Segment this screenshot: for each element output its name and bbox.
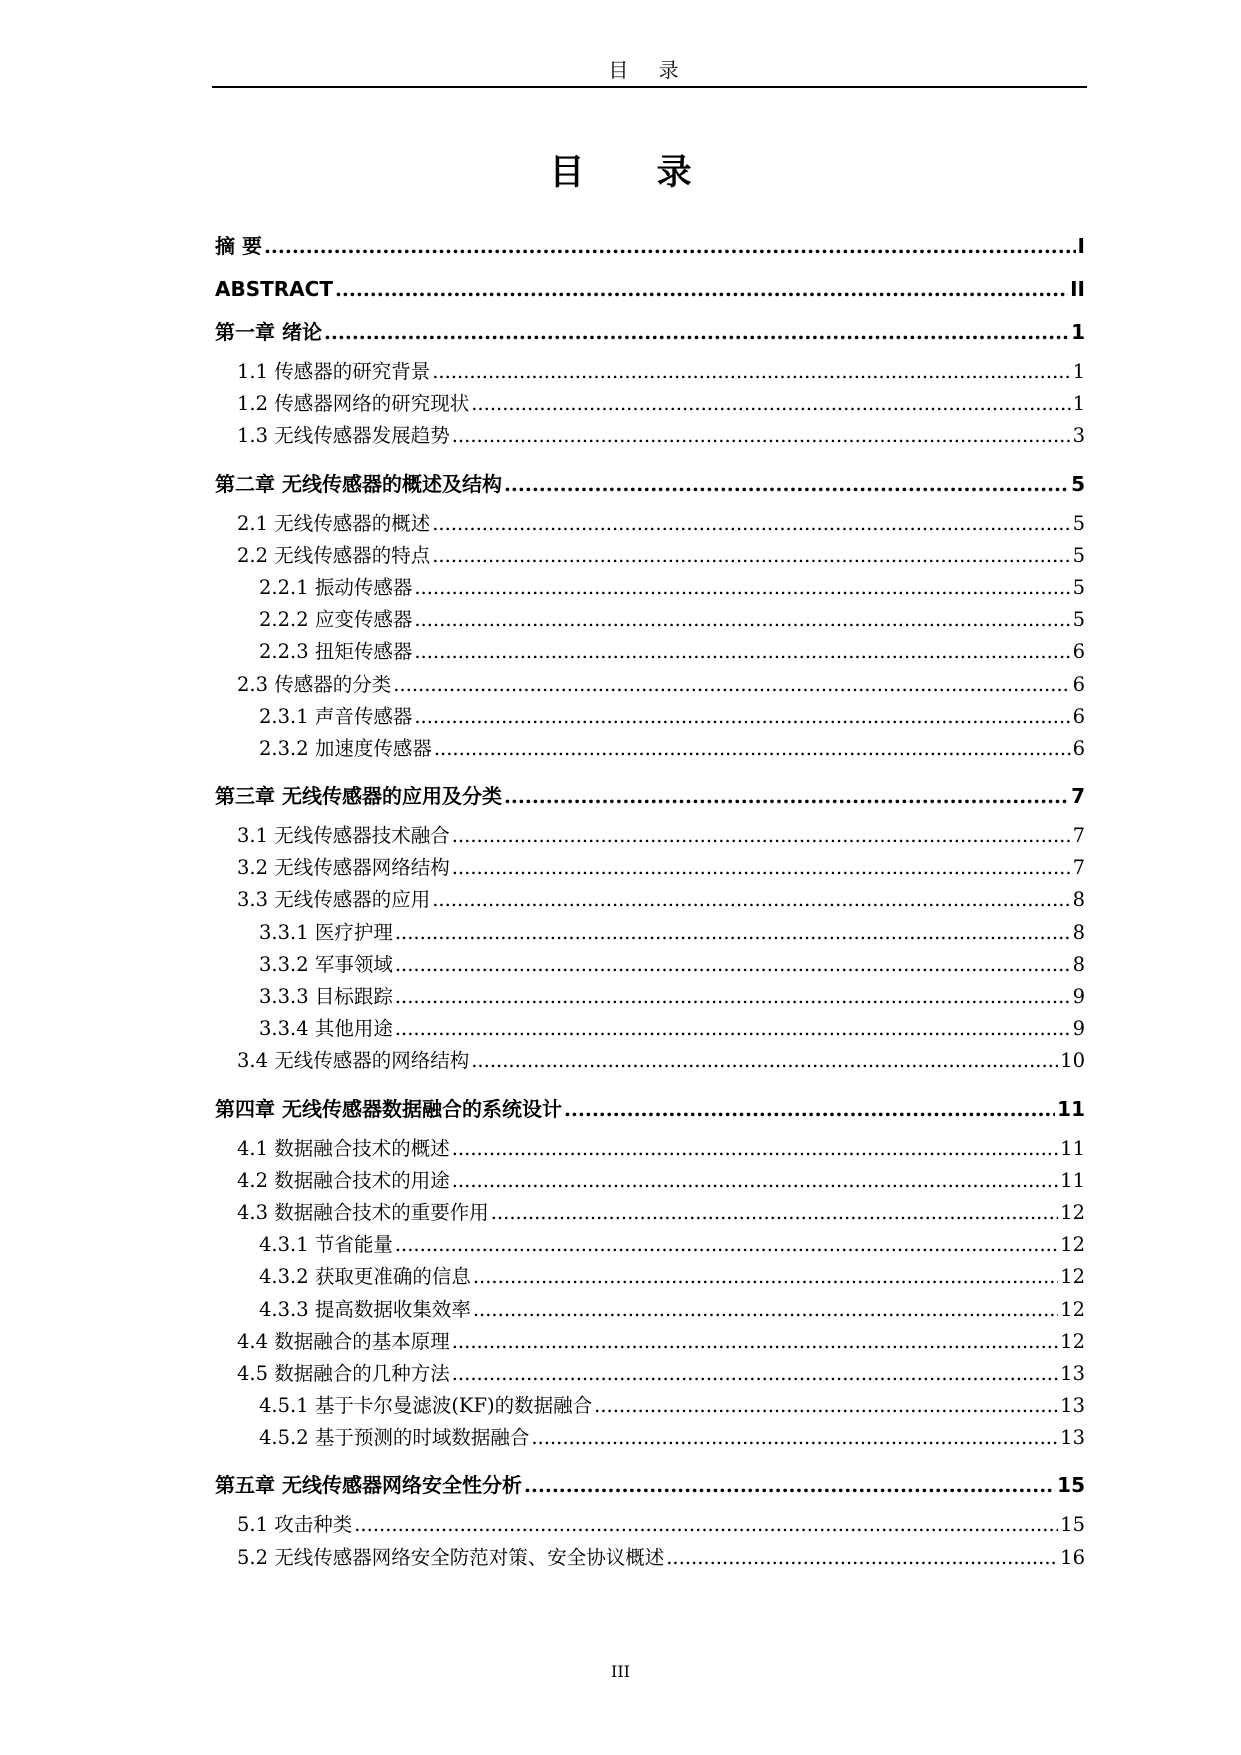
toc-entry-page: II bbox=[1070, 277, 1085, 301]
toc-entry-label: 5.1 攻击种类 bbox=[237, 1513, 353, 1537]
toc-entry-page: 13 bbox=[1060, 1361, 1085, 1385]
toc-dot-leader bbox=[414, 604, 1070, 636]
toc-entry-chapter-4[interactable] bbox=[215, 1095, 1085, 1123]
toc-entry-section[interactable] bbox=[215, 420, 1085, 452]
toc-entry-page: 1 bbox=[1071, 320, 1085, 344]
toc-dot-leader bbox=[531, 1422, 1058, 1454]
toc-entry-abstract-cn[interactable] bbox=[215, 232, 1085, 260]
toc-dot-leader bbox=[452, 1358, 1058, 1390]
toc-dot-leader bbox=[452, 820, 1071, 852]
toc-entry-label: 1.3 无线传感器发展趋势 bbox=[237, 424, 450, 448]
toc-entry-subsection[interactable] bbox=[215, 636, 1085, 668]
toc-entry-section[interactable] bbox=[215, 388, 1085, 420]
toc-dot-leader bbox=[414, 636, 1070, 668]
toc-entry-page: 6 bbox=[1072, 672, 1085, 696]
toc-entry-page: 12 bbox=[1060, 1233, 1085, 1257]
toc-entry-page: 8 bbox=[1072, 952, 1085, 976]
toc-entry-label: 2.2.1 振动传感器 bbox=[259, 575, 413, 599]
toc-entry-page: 13 bbox=[1060, 1426, 1085, 1450]
toc-entry-label: 4.5.1 基于卡尔曼滤波(KF)的数据融合 bbox=[259, 1394, 593, 1418]
toc-entry-abstract-en[interactable] bbox=[215, 275, 1085, 303]
toc-entry-label: 3.3.1 医疗护理 bbox=[259, 920, 393, 944]
toc-entry-chapter-1[interactable] bbox=[215, 318, 1085, 346]
toc-entry-subsection[interactable] bbox=[215, 1422, 1085, 1454]
toc-entry-subsection[interactable] bbox=[215, 981, 1085, 1013]
toc-entry-page: 11 bbox=[1060, 1136, 1085, 1160]
header-rule bbox=[212, 86, 1087, 88]
toc-entry-page: 3 bbox=[1072, 424, 1085, 448]
toc-entry-section[interactable] bbox=[215, 540, 1085, 572]
toc-dot-leader bbox=[414, 572, 1070, 604]
toc-dot-leader bbox=[395, 981, 1071, 1013]
toc-entry-label: 第一章 绪论 bbox=[215, 320, 322, 344]
toc-entry-page: 5 bbox=[1071, 471, 1085, 496]
toc-entry-section[interactable] bbox=[215, 1509, 1085, 1541]
toc-dot-leader bbox=[452, 1326, 1058, 1358]
toc-dot-leader bbox=[432, 540, 1070, 572]
toc-entry-label: 1.2 传感器网络的研究现状 bbox=[237, 392, 470, 416]
toc-entry-label: 2.3 传感器的分类 bbox=[237, 672, 392, 696]
toc-entry-label: 摘 要 bbox=[215, 234, 262, 258]
toc-entry-section[interactable] bbox=[215, 356, 1085, 388]
toc-entry-section[interactable] bbox=[215, 1326, 1085, 1358]
toc-dot-leader bbox=[504, 782, 1069, 810]
toc-entry-subsection[interactable] bbox=[215, 1261, 1085, 1293]
toc-entry-subsection[interactable] bbox=[215, 1390, 1085, 1422]
toc-entry-label: 4.2 数据融合技术的用途 bbox=[237, 1168, 450, 1192]
toc-entry-label: 4.3 数据融合技术的重要作用 bbox=[237, 1200, 489, 1224]
toc-dot-leader bbox=[473, 1261, 1058, 1293]
toc-dot-leader bbox=[324, 318, 1069, 346]
toc-entry-subsection[interactable] bbox=[215, 572, 1085, 604]
toc-dot-leader bbox=[452, 1165, 1058, 1197]
toc-entry-page: 9 bbox=[1072, 985, 1085, 1008]
toc-entry-page: 6 bbox=[1072, 640, 1085, 664]
toc-dot-leader bbox=[414, 701, 1070, 733]
toc-entry-section[interactable] bbox=[215, 820, 1085, 852]
toc-dot-leader bbox=[471, 388, 1070, 420]
toc-entry-subsection[interactable] bbox=[215, 701, 1085, 733]
toc-dot-leader bbox=[594, 1390, 1058, 1422]
toc-entry-label: 2.2 无线传感器的特点 bbox=[237, 543, 431, 567]
toc-dot-leader bbox=[393, 669, 1070, 701]
toc-entry-label: 4.5.2 基于预测的时域数据融合 bbox=[259, 1426, 530, 1450]
table-of-contents bbox=[215, 232, 1085, 1574]
toc-entry-label: 4.3.3 提高数据收集效率 bbox=[259, 1297, 471, 1321]
toc-dot-leader bbox=[452, 420, 1071, 452]
toc-dot-leader bbox=[395, 917, 1071, 949]
toc-entry-section[interactable] bbox=[215, 852, 1085, 884]
toc-entry-label: 4.1 数据融合技术的概述 bbox=[237, 1136, 450, 1160]
toc-entry-page: 7 bbox=[1071, 784, 1085, 809]
toc-dot-leader bbox=[354, 1509, 1058, 1541]
toc-entry-page: 1 bbox=[1072, 360, 1085, 383]
toc-entry-page: 5 bbox=[1072, 575, 1085, 599]
toc-entry-section[interactable] bbox=[215, 1542, 1085, 1574]
running-header: 目 录 bbox=[608, 58, 691, 82]
toc-entry-label: 2.3.1 声音传感器 bbox=[259, 704, 413, 728]
toc-entry-chapter-2[interactable] bbox=[215, 470, 1085, 498]
toc-entry-subsection[interactable] bbox=[215, 917, 1085, 949]
toc-dot-leader bbox=[504, 470, 1069, 498]
toc-dot-leader bbox=[395, 1229, 1058, 1261]
toc-entry-section[interactable] bbox=[215, 1133, 1085, 1165]
toc-dot-leader bbox=[395, 1013, 1071, 1045]
toc-dot-leader bbox=[452, 1133, 1058, 1165]
toc-entry-label: 5.2 无线传感器网络安全防范对策、安全协议概述 bbox=[237, 1545, 665, 1569]
toc-entry-page: 15 bbox=[1060, 1513, 1085, 1537]
toc-entry-label: ABSTRACT bbox=[215, 277, 333, 301]
toc-entry-chapter-5[interactable] bbox=[215, 1471, 1085, 1499]
toc-entry-label: 3.3 无线传感器的应用 bbox=[237, 888, 431, 912]
toc-entry-page: 11 bbox=[1060, 1168, 1085, 1192]
toc-dot-leader bbox=[491, 1197, 1058, 1229]
toc-entry-label: 2.2.3 扭矩传感器 bbox=[259, 640, 413, 664]
toc-entry-page: 12 bbox=[1060, 1297, 1085, 1321]
toc-entry-label: 2.2.2 应变传感器 bbox=[259, 608, 413, 632]
toc-dot-leader bbox=[434, 733, 1071, 765]
toc-entry-page: 15 bbox=[1057, 1473, 1085, 1498]
toc-dot-leader bbox=[432, 508, 1070, 540]
toc-entry-subsection[interactable] bbox=[215, 1294, 1085, 1326]
toc-entry-subsection[interactable] bbox=[215, 604, 1085, 636]
toc-entry-page: 12 bbox=[1060, 1200, 1085, 1224]
toc-entry-page: 10 bbox=[1060, 1049, 1085, 1073]
toc-entry-label: 3.4 无线传感器的网络结构 bbox=[237, 1049, 470, 1073]
toc-entry-label: 第三章 无线传感器的应用及分类 bbox=[215, 784, 502, 809]
toc-dot-leader bbox=[564, 1095, 1055, 1123]
toc-entry-section[interactable] bbox=[215, 1165, 1085, 1197]
toc-entry-page: 7 bbox=[1072, 824, 1085, 848]
toc-dot-leader bbox=[432, 884, 1070, 916]
toc-entry-page: 8 bbox=[1072, 888, 1085, 912]
toc-entry-label: 3.3.2 军事领域 bbox=[259, 952, 393, 976]
toc-entry-label: 2.3.2 加速度传感器 bbox=[259, 736, 432, 760]
toc-entry-section[interactable] bbox=[215, 1045, 1085, 1077]
toc-dot-leader bbox=[524, 1471, 1055, 1499]
toc-dot-leader bbox=[432, 356, 1070, 388]
toc-entry-section[interactable] bbox=[215, 508, 1085, 540]
toc-entry-page: 5 bbox=[1072, 511, 1085, 535]
toc-entry-label: 第五章 无线传感器网络安全性分析 bbox=[215, 1473, 522, 1498]
toc-entry-label: 4.3.2 获取更准确的信息 bbox=[259, 1265, 471, 1289]
toc-dot-leader bbox=[473, 1294, 1058, 1326]
toc-entry-page: 5 bbox=[1072, 543, 1085, 567]
toc-entry-subsection[interactable] bbox=[215, 733, 1085, 765]
toc-entry-section[interactable] bbox=[215, 1197, 1085, 1229]
toc-entry-label: 第二章 无线传感器的概述及结构 bbox=[215, 471, 502, 496]
toc-entry-page: 1 bbox=[1072, 392, 1085, 416]
toc-entry-page: 8 bbox=[1072, 920, 1085, 944]
toc-entry-page: 6 bbox=[1072, 736, 1085, 760]
toc-entry-page: 12 bbox=[1060, 1265, 1085, 1289]
toc-entry-subsection[interactable] bbox=[215, 949, 1085, 981]
toc-entry-page: 7 bbox=[1072, 856, 1085, 880]
toc-entry-label: 3.3.3 目标跟踪 bbox=[259, 985, 393, 1008]
toc-entry-page: 6 bbox=[1072, 704, 1085, 728]
toc-entry-label: 3.2 无线传感器网络结构 bbox=[237, 856, 450, 880]
toc-entry-label: 2.1 无线传感器的概述 bbox=[237, 511, 431, 535]
toc-entry-page: 12 bbox=[1060, 1329, 1085, 1353]
toc-entry-label: 4.4 数据融合的基本原理 bbox=[237, 1329, 450, 1353]
toc-entry-page: 16 bbox=[1060, 1545, 1085, 1569]
toc-entry-page: 9 bbox=[1072, 1017, 1085, 1041]
toc-entry-chapter-3[interactable] bbox=[215, 782, 1085, 810]
page-title: 目 录 bbox=[549, 153, 722, 193]
toc-dot-leader bbox=[471, 1045, 1058, 1077]
toc-entry-label: 4.5 数据融合的几种方法 bbox=[237, 1361, 450, 1385]
toc-entry-page: 13 bbox=[1060, 1394, 1085, 1418]
toc-entry-label: 4.3.1 节省能量 bbox=[259, 1233, 393, 1257]
toc-entry-page: I bbox=[1077, 234, 1085, 258]
page-number: III bbox=[611, 1662, 630, 1681]
toc-dot-leader bbox=[452, 852, 1071, 884]
toc-entry-label: 1.1 传感器的研究背景 bbox=[237, 360, 431, 383]
toc-entry-subsection[interactable] bbox=[215, 1229, 1085, 1261]
toc-dot-leader bbox=[395, 949, 1071, 981]
toc-entry-label: 第四章 无线传感器数据融合的系统设计 bbox=[215, 1096, 562, 1121]
toc-entry-page: 11 bbox=[1057, 1096, 1085, 1121]
toc-entry-label: 3.3.4 其他用途 bbox=[259, 1017, 393, 1041]
toc-dot-leader bbox=[335, 275, 1068, 303]
toc-entry-subsection[interactable] bbox=[215, 1013, 1085, 1045]
toc-entry-section[interactable] bbox=[215, 669, 1085, 701]
toc-entry-label: 3.1 无线传感器技术融合 bbox=[237, 824, 450, 848]
toc-entry-section[interactable] bbox=[215, 1358, 1085, 1390]
toc-dot-leader bbox=[666, 1542, 1058, 1574]
toc-dot-leader bbox=[264, 232, 1076, 260]
toc-entry-page: 5 bbox=[1072, 608, 1085, 632]
toc-entry-section[interactable] bbox=[215, 884, 1085, 916]
